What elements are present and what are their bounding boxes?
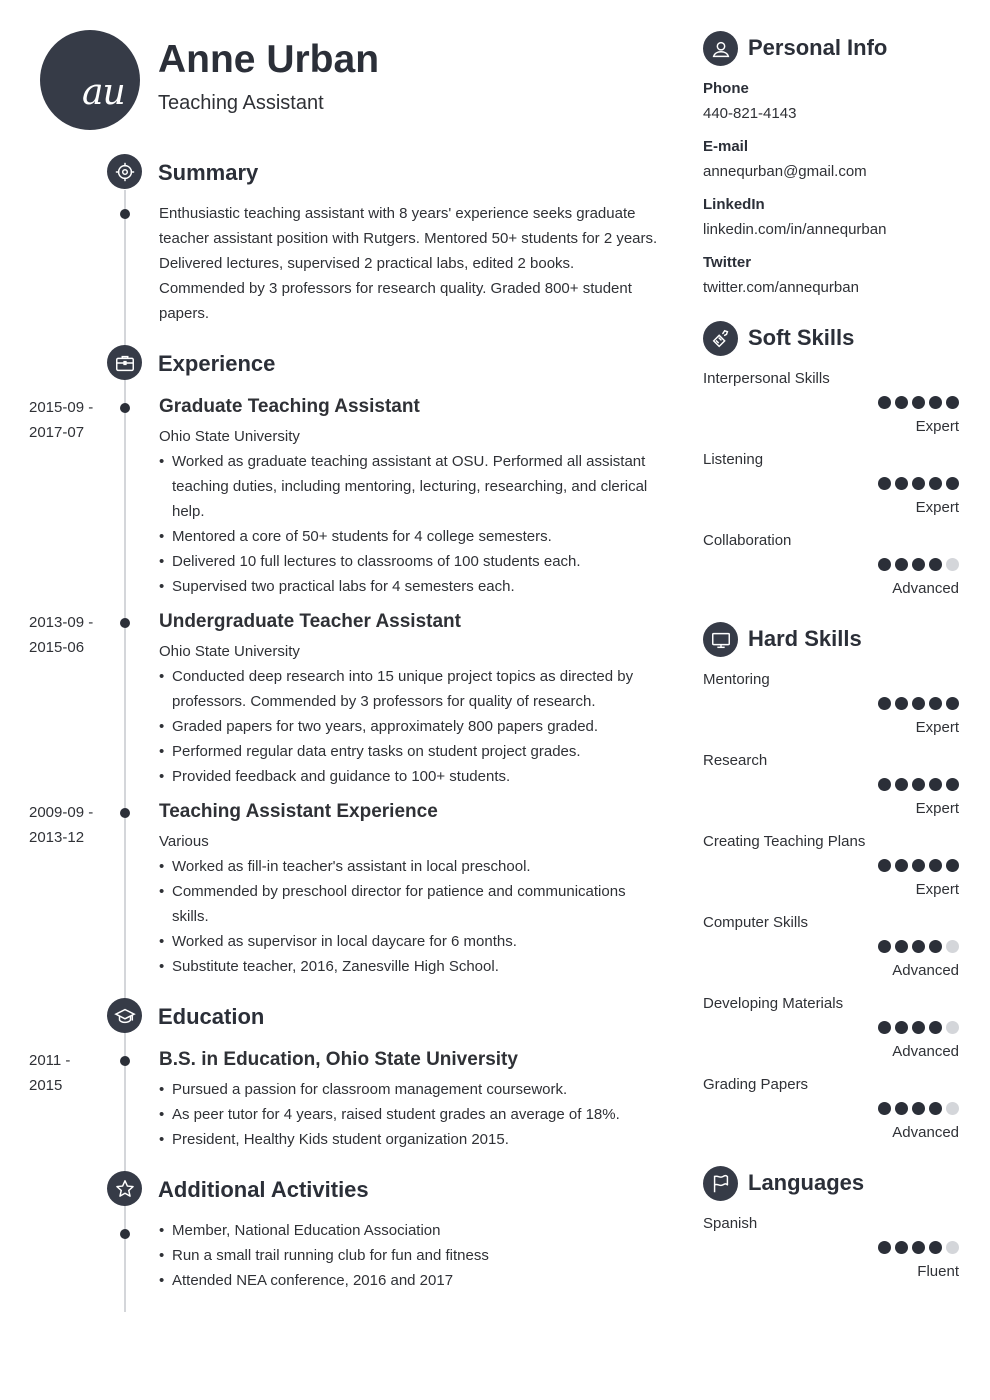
rating-dot	[929, 859, 942, 872]
email-label: E-mail	[703, 138, 749, 155]
rating-dot	[895, 697, 908, 710]
rating-dot	[895, 1102, 908, 1115]
list-item: • Provided feedback and guidance to 100+ students.	[159, 764, 659, 789]
tools-icon	[703, 321, 738, 356]
candidate-role: Teaching Assistant	[158, 92, 324, 114]
rating-dot	[878, 1021, 891, 1034]
rating-dot	[878, 558, 891, 571]
rating-dot	[878, 697, 891, 710]
rating-dot	[878, 477, 891, 490]
skill-rating	[878, 697, 959, 710]
summary-title: Summary	[158, 160, 259, 185]
rating-dot	[878, 1102, 891, 1115]
rating-dot	[929, 1102, 942, 1115]
twitter-value: twitter.com/annequrban	[703, 279, 859, 296]
linkedin-value: linkedin.com/in/annequrban	[703, 221, 887, 238]
skill-rating	[878, 1102, 959, 1115]
rating-dot	[929, 1241, 942, 1254]
rating-dot	[878, 396, 891, 409]
star-icon	[107, 1171, 142, 1206]
rating-dot	[946, 778, 959, 791]
rating-dot	[929, 1021, 942, 1034]
flag-icon	[703, 1166, 738, 1201]
job-date: 2009-09 - 2013-12	[29, 804, 94, 846]
job-date: 2015-09 - 2017-07	[29, 399, 94, 441]
rating-dot	[895, 558, 908, 571]
rating-dot	[946, 1241, 959, 1254]
hard-skills-title: Hard Skills	[748, 626, 862, 651]
rating-dot	[895, 477, 908, 490]
graduation-cap-icon	[107, 998, 142, 1033]
rating-dot	[912, 1102, 925, 1115]
timeline-dot	[120, 403, 130, 413]
skill-level: Expert	[915, 881, 959, 898]
timeline-dot	[120, 808, 130, 818]
rating-dot	[929, 558, 942, 571]
personal-info-title: Personal Info	[748, 35, 888, 60]
skill-name: Interpersonal Skills	[703, 370, 830, 387]
job-bullets	[159, 854, 649, 979]
rating-dot	[912, 558, 925, 571]
rating-dot	[895, 778, 908, 791]
list-item: • Conducted deep research into 15 unique project topics as directed by professors. Commended by 3 professors for quality of research.	[159, 664, 659, 714]
education-bullets	[159, 1077, 659, 1152]
skill-name: Creating Teaching Plans	[703, 833, 866, 850]
rating-dot	[929, 396, 942, 409]
rating-dot	[895, 1241, 908, 1254]
skill-level: Advanced	[892, 962, 959, 979]
skill-level: Expert	[915, 499, 959, 516]
activities-title: Additional Activities	[158, 1177, 369, 1202]
rating-dot	[912, 1241, 925, 1254]
user-icon	[703, 31, 738, 66]
timeline-dot	[120, 618, 130, 628]
skill-name: Developing Materials	[703, 995, 844, 1012]
summary-text: Enthusiastic teaching assistant with 8 years' experience seeks graduate teacher assistant position with Rutgers. Mentored 50+ students for 2 years. Delivered lectures, supervised 2 practical labs, edited 2 books. Commended by 3 professors for research quality. Graded 800+ student papers.	[159, 205, 658, 322]
rating-dot	[929, 477, 942, 490]
list-item: • Performed regular data entry tasks on student project grades.	[159, 739, 659, 764]
list-item: • Member, National Education Association	[159, 1218, 659, 1243]
rating-dot	[946, 558, 959, 571]
rating-dot	[946, 859, 959, 872]
degree-title: B.S. in Education, Ohio State University	[159, 1049, 518, 1070]
skill-rating	[878, 1021, 959, 1034]
languages-title: Languages	[748, 1170, 865, 1195]
skill-name: Collaboration	[703, 532, 792, 549]
job-bullets	[159, 449, 659, 599]
job-org: Ohio State University	[159, 643, 300, 660]
list-item: • Run a small trail running club for fun and fitness	[159, 1243, 659, 1268]
list-item: • President, Healthy Kids student organization 2015.	[159, 1127, 659, 1152]
briefcase-icon	[107, 345, 142, 380]
rating-dot	[929, 697, 942, 710]
candidate-name: Anne Urban	[158, 38, 380, 81]
skill-name: Listening	[703, 451, 764, 468]
phone-label: Phone	[703, 80, 749, 97]
skill-level: Expert	[915, 800, 959, 817]
skill-level: Advanced	[892, 580, 959, 597]
email-value: annequrban@gmail.com	[703, 163, 867, 180]
job-title: Teaching Assistant Experience	[159, 801, 438, 822]
rating-dot	[929, 778, 942, 791]
rating-dot	[912, 778, 925, 791]
list-item: • Pursued a passion for classroom management coursework.	[159, 1077, 659, 1102]
rating-dot	[878, 859, 891, 872]
list-item: • Graded papers for two years, approximately 800 papers graded.	[159, 714, 659, 739]
avatar-initials: au	[82, 72, 125, 113]
job-date: 2013-09 - 2015-06	[29, 614, 94, 656]
list-item: • Worked as fill-in teacher's assistant in local preschool.	[159, 854, 649, 879]
skill-level: Expert	[915, 719, 959, 736]
rating-dot	[895, 1021, 908, 1034]
rating-dot	[895, 940, 908, 953]
rating-dot	[895, 396, 908, 409]
skill-level: Expert	[915, 418, 959, 435]
skill-name: Spanish	[703, 1215, 758, 1232]
rating-dot	[912, 859, 925, 872]
skill-level: Advanced	[892, 1124, 959, 1141]
skill-name: Research	[703, 752, 768, 769]
rating-dot	[946, 940, 959, 953]
list-item: • Worked as supervisor in local daycare for 6 months.	[159, 929, 649, 954]
skill-rating	[878, 477, 959, 490]
target-icon	[107, 154, 142, 189]
timeline-dot	[120, 1229, 130, 1239]
skill-rating	[878, 859, 959, 872]
rating-dot	[912, 940, 925, 953]
rating-dot	[912, 477, 925, 490]
timeline-dot	[120, 209, 130, 219]
list-item: • Delivered 10 full lectures to classrooms of 100 students each.	[159, 549, 659, 574]
skill-rating	[878, 1241, 959, 1254]
rating-dot	[895, 859, 908, 872]
rating-dot	[946, 1102, 959, 1115]
education-title: Education	[158, 1004, 265, 1029]
linkedin-label: LinkedIn	[703, 196, 765, 213]
job-org: Ohio State University	[159, 428, 300, 445]
skill-rating	[878, 778, 959, 791]
rating-dot	[912, 1021, 925, 1034]
activities-bullets	[159, 1218, 659, 1293]
job-title: Graduate Teaching Assistant	[159, 396, 420, 417]
skill-name: Grading Papers	[703, 1076, 809, 1093]
rating-dot	[946, 477, 959, 490]
avatar	[40, 30, 140, 130]
timeline-dot	[120, 1056, 130, 1066]
rating-dot	[878, 1241, 891, 1254]
list-item: • Substitute teacher, 2016, Zanesville High School.	[159, 954, 649, 979]
rating-dot	[878, 778, 891, 791]
rating-dot	[912, 396, 925, 409]
list-item: • Mentored a core of 50+ students for 4 college semesters.	[159, 524, 659, 549]
education-date: 2011 - 2015	[29, 1052, 71, 1094]
list-item: • Commended by preschool director for patience and communications skills.	[159, 879, 649, 929]
rating-dot	[929, 940, 942, 953]
skill-rating	[878, 558, 959, 571]
skill-level: Advanced	[892, 1043, 959, 1060]
twitter-label: Twitter	[703, 254, 752, 271]
soft-skills-title: Soft Skills	[748, 325, 855, 350]
phone-value: 440-821-4143	[703, 105, 797, 122]
skill-name: Mentoring	[703, 671, 770, 688]
skill-rating	[878, 940, 959, 953]
job-org: Various	[159, 833, 209, 850]
list-item: • As peer tutor for 4 years, raised student grades an average of 18%.	[159, 1102, 659, 1127]
list-item: • Worked as graduate teaching assistant at OSU. Performed all assistant teaching duties, including mentoring, lecturing, researching, and clerical help.	[159, 449, 659, 524]
job-title: Undergraduate Teacher Assistant	[159, 611, 461, 632]
skill-rating	[878, 396, 959, 409]
list-item: • Attended NEA conference, 2016 and 2017	[159, 1268, 659, 1293]
rating-dot	[946, 697, 959, 710]
rating-dot	[946, 1021, 959, 1034]
job-bullets	[159, 664, 659, 789]
rating-dot	[878, 940, 891, 953]
skill-name: Computer Skills	[703, 914, 809, 931]
experience-title: Experience	[158, 351, 276, 376]
rating-dot	[946, 396, 959, 409]
rating-dot	[912, 697, 925, 710]
skill-level: Fluent	[917, 1263, 959, 1280]
list-item: • Supervised two practical labs for 4 semesters each.	[159, 574, 659, 599]
monitor-icon	[703, 622, 738, 657]
